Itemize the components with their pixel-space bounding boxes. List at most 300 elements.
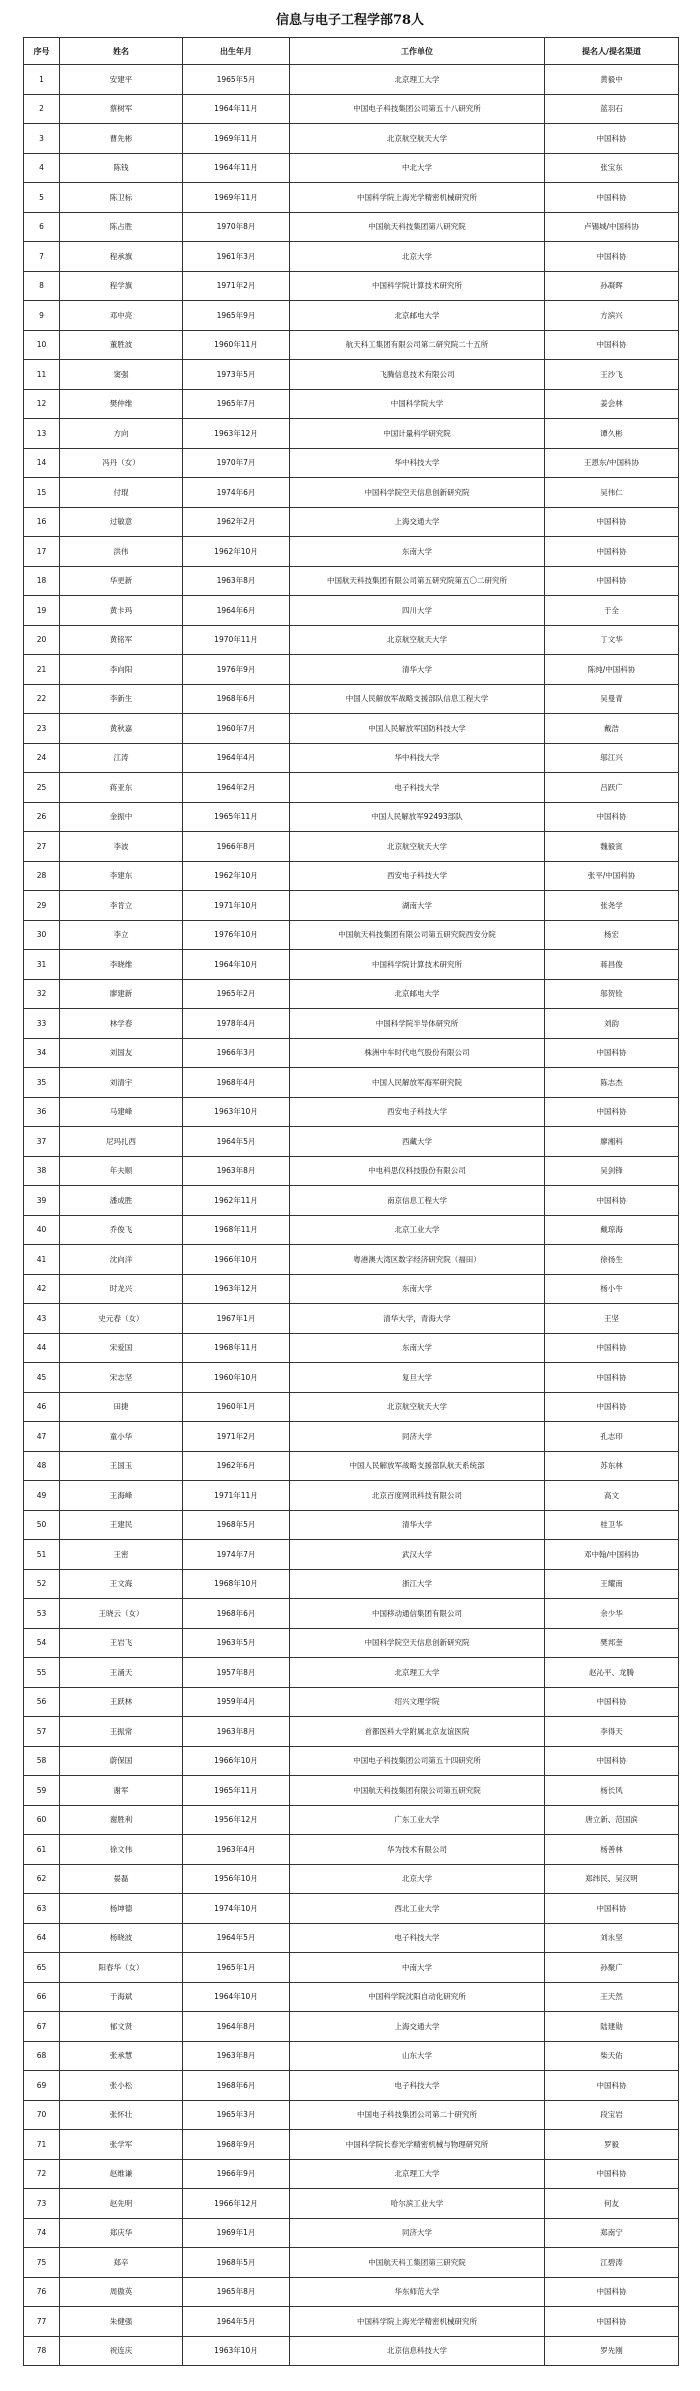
cell-name: 王国玉	[60, 1451, 183, 1481]
cell-name: 朱健强	[60, 2307, 183, 2337]
cell-index: 49	[24, 1481, 60, 1511]
cell-work-unit: 中国计量科学研究院	[290, 419, 545, 449]
cell-name: 蔚保国	[60, 1746, 183, 1776]
cell-nominator: 张宝东	[545, 153, 679, 183]
cell-birth-date: 1971年10月	[183, 891, 290, 921]
cell-nominator: 王坚	[545, 1304, 679, 1334]
cell-work-unit: 上海交通大学	[290, 507, 545, 537]
cell-name: 冯丹（女）	[60, 448, 183, 478]
cell-name: 张学军	[60, 2130, 183, 2160]
cell-work-unit: 中国科学院长春光学精密机械与物理研究所	[290, 2130, 545, 2160]
table-row	[24, 2041, 679, 2071]
cell-index: 56	[24, 1687, 60, 1717]
cell-index: 6	[24, 212, 60, 242]
cell-name: 李新生	[60, 684, 183, 714]
cell-work-unit: 东南大学	[290, 1274, 545, 1304]
cell-birth-date: 1966年10月	[183, 1746, 290, 1776]
cell-nominator: 陆建勋	[545, 2012, 679, 2042]
cell-birth-date: 1976年9月	[183, 655, 290, 685]
cell-index: 43	[24, 1304, 60, 1334]
cell-name: 王海峰	[60, 1481, 183, 1511]
cell-name: 樊仲维	[60, 389, 183, 419]
table-row	[24, 1156, 679, 1186]
cell-index: 32	[24, 979, 60, 1009]
cell-name: 李建东	[60, 861, 183, 891]
cell-index: 8	[24, 271, 60, 301]
cell-name: 蒋亚东	[60, 773, 183, 803]
cell-work-unit: 北京大学	[290, 1864, 545, 1894]
cell-nominator: 中国科协	[545, 1687, 679, 1717]
cell-name: 华更新	[60, 566, 183, 596]
cell-name: 宋志坚	[60, 1363, 183, 1393]
cell-name: 程承旗	[60, 242, 183, 272]
cell-name: 赵维谦	[60, 2159, 183, 2189]
cell-birth-date: 1963年12月	[183, 1274, 290, 1304]
cell-birth-date: 1960年10月	[183, 1363, 290, 1393]
cell-work-unit: 西藏大学	[290, 1127, 545, 1157]
cell-work-unit: 东南大学	[290, 1333, 545, 1363]
cell-index: 31	[24, 950, 60, 980]
table-row	[24, 1953, 679, 1983]
table-row	[24, 655, 679, 685]
cell-birth-date: 1959年4月	[183, 1687, 290, 1717]
cell-work-unit: 北京信息科技大学	[290, 2336, 545, 2366]
cell-work-unit: 同济大学	[290, 2218, 545, 2248]
cell-index: 75	[24, 2248, 60, 2278]
cell-work-unit: 华中科技大学	[290, 743, 545, 773]
cell-index: 1	[24, 65, 60, 95]
cell-name: 王文海	[60, 1569, 183, 1599]
cell-index: 69	[24, 2071, 60, 2101]
table-row	[24, 242, 679, 272]
cell-name: 董胜波	[60, 330, 183, 360]
cell-birth-date: 1970年11月	[183, 625, 290, 655]
cell-work-unit: 华为技术有限公司	[290, 1835, 545, 1865]
cell-index: 66	[24, 1982, 60, 2012]
cell-work-unit: 中国航天科工集团第三研究院	[290, 2248, 545, 2278]
table-row	[24, 507, 679, 537]
cell-name: 晏磊	[60, 1864, 183, 1894]
cell-birth-date: 1968年4月	[183, 1068, 290, 1098]
cell-nominator: 张尧学	[545, 891, 679, 921]
cell-birth-date: 1964年10月	[183, 1982, 290, 2012]
cell-work-unit: 清华大学	[290, 655, 545, 685]
cell-birth-date: 1964年4月	[183, 743, 290, 773]
cell-nominator: 丁文华	[545, 625, 679, 655]
cell-nominator: 樊邦奎	[545, 1628, 679, 1658]
cell-index: 74	[24, 2218, 60, 2248]
cell-birth-date: 1964年5月	[183, 1127, 290, 1157]
cell-name: 陈卫标	[60, 183, 183, 213]
table-row	[24, 1038, 679, 1068]
table-row	[24, 1540, 679, 1570]
cell-nominator: 王沙飞	[545, 360, 679, 390]
cell-nominator: 杨小牛	[545, 1274, 679, 1304]
cell-nominator: 孙凝晖	[545, 271, 679, 301]
cell-index: 33	[24, 1009, 60, 1039]
cell-nominator: 戴琼海	[545, 1215, 679, 1245]
cell-nominator: 孙聚广	[545, 1953, 679, 1983]
cell-nominator: 吴曼青	[545, 684, 679, 714]
cell-birth-date: 1966年8月	[183, 832, 290, 862]
cell-work-unit: 中电科思仪科技股份有限公司	[290, 1156, 545, 1186]
table-row	[24, 1658, 679, 1688]
cell-nominator: 江碧涛	[545, 2248, 679, 2278]
table-row	[24, 1894, 679, 1924]
cell-name: 刘国友	[60, 1038, 183, 1068]
cell-index: 11	[24, 360, 60, 390]
cell-index: 53	[24, 1599, 60, 1629]
cell-index: 64	[24, 1923, 60, 1953]
cell-index: 22	[24, 684, 60, 714]
cell-name: 李向阳	[60, 655, 183, 685]
cell-index: 40	[24, 1215, 60, 1245]
cell-work-unit: 北京工业大学	[290, 1215, 545, 1245]
cell-nominator: 蓝羽石	[545, 94, 679, 124]
cell-name: 时龙兴	[60, 1274, 183, 1304]
cell-name: 杨晓波	[60, 1923, 183, 1953]
cell-birth-date: 1963年10月	[183, 2336, 290, 2366]
cell-name: 李晓维	[60, 950, 183, 980]
cell-index: 24	[24, 743, 60, 773]
cell-birth-date: 1968年11月	[183, 1333, 290, 1363]
table-row	[24, 1599, 679, 1629]
cell-index: 34	[24, 1038, 60, 1068]
cell-index: 23	[24, 714, 60, 744]
cell-index: 16	[24, 507, 60, 537]
table-row	[24, 1835, 679, 1865]
table-row	[24, 1215, 679, 1245]
table-row	[24, 271, 679, 301]
table-row	[24, 360, 679, 390]
cell-name: 王涌天	[60, 1658, 183, 1688]
cell-work-unit: 中国航天科技集团有限公司第五研究院第五〇二研究所	[290, 566, 545, 596]
cell-birth-date: 1969年11月	[183, 183, 290, 213]
table-row	[24, 1569, 679, 1599]
cell-work-unit: 中国航天科技集团有限公司第五研究院西安分院	[290, 920, 545, 950]
cell-index: 58	[24, 1746, 60, 1776]
table-row	[24, 891, 679, 921]
cell-work-unit: 电子科技大学	[290, 2071, 545, 2101]
column-header-index: 序号	[24, 38, 60, 65]
cell-birth-date: 1964年11月	[183, 94, 290, 124]
cell-index: 59	[24, 1776, 60, 1806]
table-header-row	[24, 38, 679, 65]
cell-name: 谢胜利	[60, 1805, 183, 1835]
table-row	[24, 1304, 679, 1334]
cell-birth-date: 1965年8月	[183, 2277, 290, 2307]
cell-index: 9	[24, 301, 60, 331]
cell-work-unit: 中国科学院沈阳自动化研究所	[290, 1982, 545, 2012]
cell-work-unit: 中国人民解放军战略支援部队信息工程大学	[290, 684, 545, 714]
cell-index: 67	[24, 2012, 60, 2042]
cell-work-unit: 北京理工大学	[290, 1658, 545, 1688]
cell-nominator: 中国科协	[545, 1746, 679, 1776]
cell-index: 51	[24, 1540, 60, 1570]
table-body	[24, 65, 679, 2366]
cell-name: 李立	[60, 920, 183, 950]
cell-work-unit: 中国移动通信集团有限公司	[290, 1599, 545, 1629]
cell-index: 44	[24, 1333, 60, 1363]
cell-nominator: 余少华	[545, 1599, 679, 1629]
cell-nominator: 吴伟仁	[545, 478, 679, 508]
cell-birth-date: 1976年10月	[183, 920, 290, 950]
cell-work-unit: 北京百度网讯科技有限公司	[290, 1481, 545, 1511]
table-row	[24, 2336, 679, 2366]
cell-birth-date: 1971年11月	[183, 1481, 290, 1511]
cell-index: 2	[24, 94, 60, 124]
cell-nominator: 孔志印	[545, 1422, 679, 1452]
cell-name: 王跃林	[60, 1687, 183, 1717]
cell-birth-date: 1964年5月	[183, 1923, 290, 1953]
cell-work-unit: 中国电子科技集团公司第五十八研究所	[290, 94, 545, 124]
cell-index: 65	[24, 1953, 60, 1983]
cell-birth-date: 1968年5月	[183, 2248, 290, 2278]
cell-work-unit: 中南大学	[290, 1953, 545, 1983]
cell-index: 18	[24, 566, 60, 596]
document-title: 信息与电子工程学部78人	[275, 13, 425, 28]
cell-name: 徐文伟	[60, 1835, 183, 1865]
cell-birth-date: 1956年10月	[183, 1864, 290, 1894]
cell-nominator: 邬江兴	[545, 743, 679, 773]
cell-index: 46	[24, 1392, 60, 1422]
cell-work-unit: 清华大学，青海大学	[290, 1304, 545, 1334]
cell-index: 20	[24, 625, 60, 655]
cell-birth-date: 1978年4月	[183, 1009, 290, 1039]
cell-nominator: 杨宏	[545, 920, 679, 950]
table-row	[24, 684, 679, 714]
table-row	[24, 1805, 679, 1835]
cell-birth-date: 1961年3月	[183, 242, 290, 272]
cell-name: 史元春（女）	[60, 1304, 183, 1334]
table-row	[24, 2071, 679, 2101]
cell-name: 郑辛	[60, 2248, 183, 2278]
cell-birth-date: 1965年3月	[183, 2100, 290, 2130]
cell-index: 13	[24, 419, 60, 449]
cell-work-unit: 华东师范大学	[290, 2277, 545, 2307]
cell-birth-date: 1964年6月	[183, 596, 290, 626]
cell-work-unit: 中国科学院上海光学精密机械研究所	[290, 183, 545, 213]
cell-birth-date: 1966年12月	[183, 2189, 290, 2219]
cell-name: 刘清宇	[60, 1068, 183, 1098]
cell-work-unit: 中国人民解放军92493部队	[290, 802, 545, 832]
cell-work-unit: 西安电子科技大学	[290, 861, 545, 891]
cell-work-unit: 北京航空航天大学	[290, 1392, 545, 1422]
cell-work-unit: 中国科学院计算技术研究所	[290, 950, 545, 980]
cell-birth-date: 1962年10月	[183, 537, 290, 567]
cell-birth-date: 1964年11月	[183, 153, 290, 183]
cell-index: 70	[24, 2100, 60, 2130]
table-row	[24, 2248, 679, 2278]
cell-index: 28	[24, 861, 60, 891]
cell-work-unit: 中国航天科技集团第八研究院	[290, 212, 545, 242]
cell-work-unit: 电子科技大学	[290, 1923, 545, 1953]
cell-name: 宋爱国	[60, 1333, 183, 1363]
column-header-name: 姓名	[60, 38, 183, 65]
table-row	[24, 861, 679, 891]
table-row	[24, 1982, 679, 2012]
cell-index: 26	[24, 802, 60, 832]
cell-work-unit: 绍兴文理学院	[290, 1687, 545, 1717]
cell-work-unit: 北京航空航天大学	[290, 124, 545, 154]
cell-name: 江涛	[60, 743, 183, 773]
cell-birth-date: 1956年12月	[183, 1805, 290, 1835]
cell-birth-date: 1962年2月	[183, 507, 290, 537]
cell-name: 洪伟	[60, 537, 183, 567]
cell-work-unit: 西北工业大学	[290, 1894, 545, 1924]
cell-index: 3	[24, 124, 60, 154]
cell-nominator: 中国科协	[545, 802, 679, 832]
cell-work-unit: 飞腾信息技术有限公司	[290, 360, 545, 390]
cell-name: 王建民	[60, 1510, 183, 1540]
cell-nominator: 刘永坚	[545, 1923, 679, 1953]
cell-birth-date: 1967年1月	[183, 1304, 290, 1334]
table-row	[24, 183, 679, 213]
cell-nominator: 蒋昌俊	[545, 950, 679, 980]
table-row	[24, 743, 679, 773]
cell-name: 谢军	[60, 1776, 183, 1806]
cell-work-unit: 中国科学院大学	[290, 389, 545, 419]
cell-birth-date: 1965年9月	[183, 301, 290, 331]
cell-nominator: 中国科协	[545, 1186, 679, 1216]
cell-work-unit: 广东工业大学	[290, 1805, 545, 1835]
cell-nominator: 邓中翰/中国科协	[545, 1540, 679, 1570]
cell-nominator: 中国科协	[545, 1363, 679, 1393]
table-row	[24, 1186, 679, 1216]
table-row	[24, 2307, 679, 2337]
cell-work-unit: 航天科工集团有限公司第二研究院二十五所	[290, 330, 545, 360]
table-row	[24, 2277, 679, 2307]
cell-name: 田捷	[60, 1392, 183, 1422]
table-row	[24, 566, 679, 596]
cell-index: 71	[24, 2130, 60, 2160]
cell-birth-date: 1964年5月	[183, 2307, 290, 2337]
cell-nominator: 中国科协	[545, 2277, 679, 2307]
cell-name: 金振中	[60, 802, 183, 832]
table-row	[24, 714, 679, 744]
cell-name: 陈占胜	[60, 212, 183, 242]
table-row	[24, 2218, 679, 2248]
cell-nominator: 中国科协	[545, 1894, 679, 1924]
cell-nominator: 谭久彬	[545, 419, 679, 449]
cell-nominator: 黄毅中	[545, 65, 679, 95]
cell-index: 60	[24, 1805, 60, 1835]
cell-work-unit: 电子科技大学	[290, 773, 545, 803]
cell-index: 15	[24, 478, 60, 508]
cell-index: 55	[24, 1658, 60, 1688]
cell-work-unit: 中北大学	[290, 153, 545, 183]
cell-name: 郁文贤	[60, 2012, 183, 2042]
cell-birth-date: 1957年8月	[183, 1658, 290, 1688]
cell-work-unit: 粤港澳大湾区数字经济研究院（福田）	[290, 1245, 545, 1275]
cell-name: 林学春	[60, 1009, 183, 1039]
cell-work-unit: 复旦大学	[290, 1363, 545, 1393]
cell-name: 杨坤德	[60, 1894, 183, 1924]
table-row	[24, 1628, 679, 1658]
table-row	[24, 1481, 679, 1511]
cell-work-unit: 中国航天科技集团有限公司第五研究院	[290, 1776, 545, 1806]
cell-work-unit: 西安电子科技大学	[290, 1097, 545, 1127]
table-row	[24, 1009, 679, 1039]
cell-work-unit: 株洲中车时代电气股份有限公司	[290, 1038, 545, 1068]
cell-birth-date: 1970年7月	[183, 448, 290, 478]
cell-index: 41	[24, 1245, 60, 1275]
cell-nominator: 苏东林	[545, 1451, 679, 1481]
cell-work-unit: 清华大学	[290, 1510, 545, 1540]
cell-work-unit: 东南大学	[290, 537, 545, 567]
cell-index: 50	[24, 1510, 60, 1540]
cell-name: 李波	[60, 832, 183, 862]
table-row	[24, 1717, 679, 1747]
cell-birth-date: 1968年6月	[183, 2071, 290, 2101]
table-row	[24, 478, 679, 508]
table-row	[24, 65, 679, 95]
cell-name: 祝连庆	[60, 2336, 183, 2366]
cell-nominator: 郑南宁	[545, 2218, 679, 2248]
table-row	[24, 124, 679, 154]
cell-index: 42	[24, 1274, 60, 1304]
cell-nominator: 中国科协	[545, 1392, 679, 1422]
cell-index: 48	[24, 1451, 60, 1481]
cell-nominator: 徐扬生	[545, 1245, 679, 1275]
cell-name: 马建峰	[60, 1097, 183, 1127]
cell-name: 付琨	[60, 478, 183, 508]
cell-nominator: 中国科协	[545, 124, 679, 154]
cell-index: 47	[24, 1422, 60, 1452]
cell-index: 78	[24, 2336, 60, 2366]
cell-name: 蔡树军	[60, 94, 183, 124]
cell-work-unit: 中国电子科技集团公司第二十研究所	[290, 2100, 545, 2130]
cell-name: 李肯立	[60, 891, 183, 921]
cell-birth-date: 1971年2月	[183, 271, 290, 301]
cell-name: 沈向洋	[60, 1245, 183, 1275]
cell-nominator: 邬贺铨	[545, 979, 679, 1009]
table-row	[24, 1510, 679, 1540]
cell-work-unit: 同济大学	[290, 1422, 545, 1452]
cell-birth-date: 1969年11月	[183, 124, 290, 154]
cell-birth-date: 1965年11月	[183, 802, 290, 832]
table-row	[24, 1097, 679, 1127]
cell-work-unit: 四川大学	[290, 596, 545, 626]
cell-birth-date: 1974年7月	[183, 1540, 290, 1570]
cell-work-unit: 首都医科大学附属北京友谊医院	[290, 1717, 545, 1747]
cell-index: 17	[24, 537, 60, 567]
table-row	[24, 212, 679, 242]
table-row	[24, 802, 679, 832]
cell-name: 张承慧	[60, 2041, 183, 2071]
table-row	[24, 330, 679, 360]
cell-work-unit: 中国科学院计算技术研究所	[290, 271, 545, 301]
cell-nominator: 陈纯/中国科协	[545, 655, 679, 685]
cell-name: 张怀壮	[60, 2100, 183, 2130]
table-row	[24, 1687, 679, 1717]
cell-nominator: 唐立新、范国滨	[545, 1805, 679, 1835]
table-row	[24, 1776, 679, 1806]
cell-nominator: 王天然	[545, 1982, 679, 2012]
table-row	[24, 832, 679, 862]
cell-index: 7	[24, 242, 60, 272]
cell-nominator: 中国科协	[545, 2071, 679, 2101]
cell-work-unit: 北京大学	[290, 242, 545, 272]
cell-work-unit: 北京邮电大学	[290, 301, 545, 331]
cell-index: 10	[24, 330, 60, 360]
cell-work-unit: 中国人民解放军战略支援部队航天系统部	[290, 1451, 545, 1481]
cell-birth-date: 1963年8月	[183, 1156, 290, 1186]
cell-nominator: 魏毅寅	[545, 832, 679, 862]
table-row	[24, 2189, 679, 2219]
cell-name: 过敏意	[60, 507, 183, 537]
cell-nominator: 中国科协	[545, 507, 679, 537]
